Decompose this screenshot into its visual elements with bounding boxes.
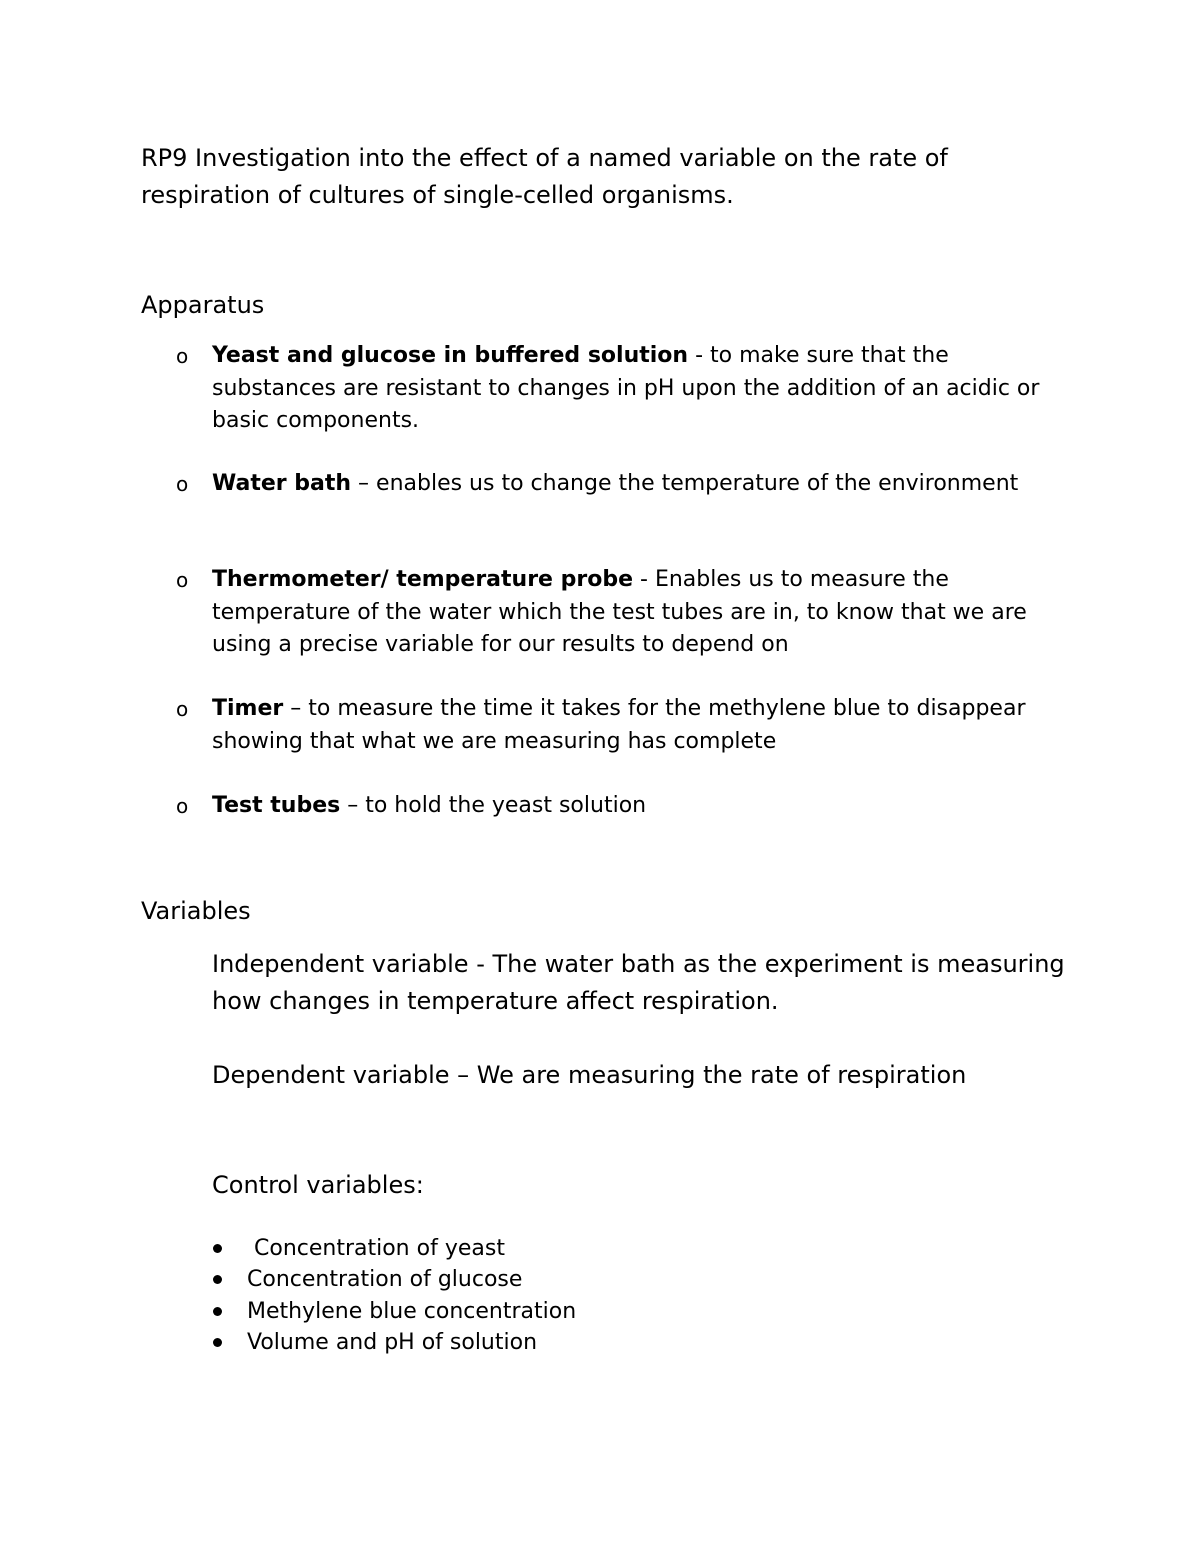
control-variables-label: Control variables:: [212, 1171, 424, 1199]
dependent-variable-text: Dependent variable – We are measuring the rate of respiration: [212, 1061, 967, 1089]
circle-bullet-icon: o: [176, 344, 189, 368]
independent-variable-text: Independent variable - The water bath as the experiment is measuring how changes in temperature affect respiration.: [212, 950, 1065, 1015]
document-title: RP9 Investigation into the effect of a named variable on the rate of respiration of cultures of single-celled organisms.: [141, 144, 948, 209]
control-variable-item: [0, 1327, 1200, 1358]
circle-bullet-icon: o: [176, 568, 189, 592]
apparatus-description: – to measure the time it takes for the methylene blue to disappear showing that what we are measuring has complete: [212, 696, 1026, 754]
apparatus-term: Test tubes: [212, 793, 341, 818]
circle-bullet-icon: o: [176, 472, 189, 496]
apparatus-item-text: [212, 340, 1052, 438]
control-variable-item: [0, 1233, 1200, 1264]
control-variable-text: Volume and pH of solution: [247, 1330, 538, 1355]
apparatus-description: - to make sure that the substances are resistant to changes in pH upon the addition of an acidic or basic components.: [212, 343, 1040, 433]
variables-heading: Variables: [141, 897, 251, 925]
apparatus-heading: Apparatus: [141, 291, 265, 319]
control-variable-text: Concentration of yeast: [247, 1236, 505, 1261]
bullet-dot-icon: [213, 1307, 222, 1316]
circle-bullet-icon: o: [176, 697, 189, 721]
circle-bullet-icon: o: [176, 794, 189, 818]
apparatus-term: Thermometer/ temperature probe: [212, 567, 634, 592]
apparatus-term: Yeast and glucose in buffered solution: [212, 343, 689, 368]
apparatus-item-text: [212, 693, 1052, 758]
control-variable-text: Concentration of glucose: [247, 1267, 523, 1292]
control-variable-item: [0, 1296, 1200, 1327]
apparatus-item-text: [212, 564, 1052, 662]
apparatus-description: – to hold the yeast solution: [340, 793, 647, 818]
apparatus-term: Timer: [212, 696, 284, 721]
apparatus-description: – enables us to change the temperature of the environment: [351, 471, 1019, 496]
apparatus-item-text: [212, 468, 1052, 501]
apparatus-term: Water bath: [212, 471, 352, 496]
apparatus-item-text: [212, 790, 1052, 823]
apparatus-description: - Enables us to measure the temperature of the water which the test tubes are in, to know that we are using a precise variable for our results to depend on: [212, 567, 1027, 657]
control-variable-item: [0, 1264, 1200, 1295]
bullet-dot-icon: [213, 1275, 222, 1284]
bullet-dot-icon: [213, 1244, 222, 1253]
control-variable-text: Methylene blue concentration: [247, 1299, 577, 1324]
bullet-dot-icon: [213, 1338, 222, 1347]
